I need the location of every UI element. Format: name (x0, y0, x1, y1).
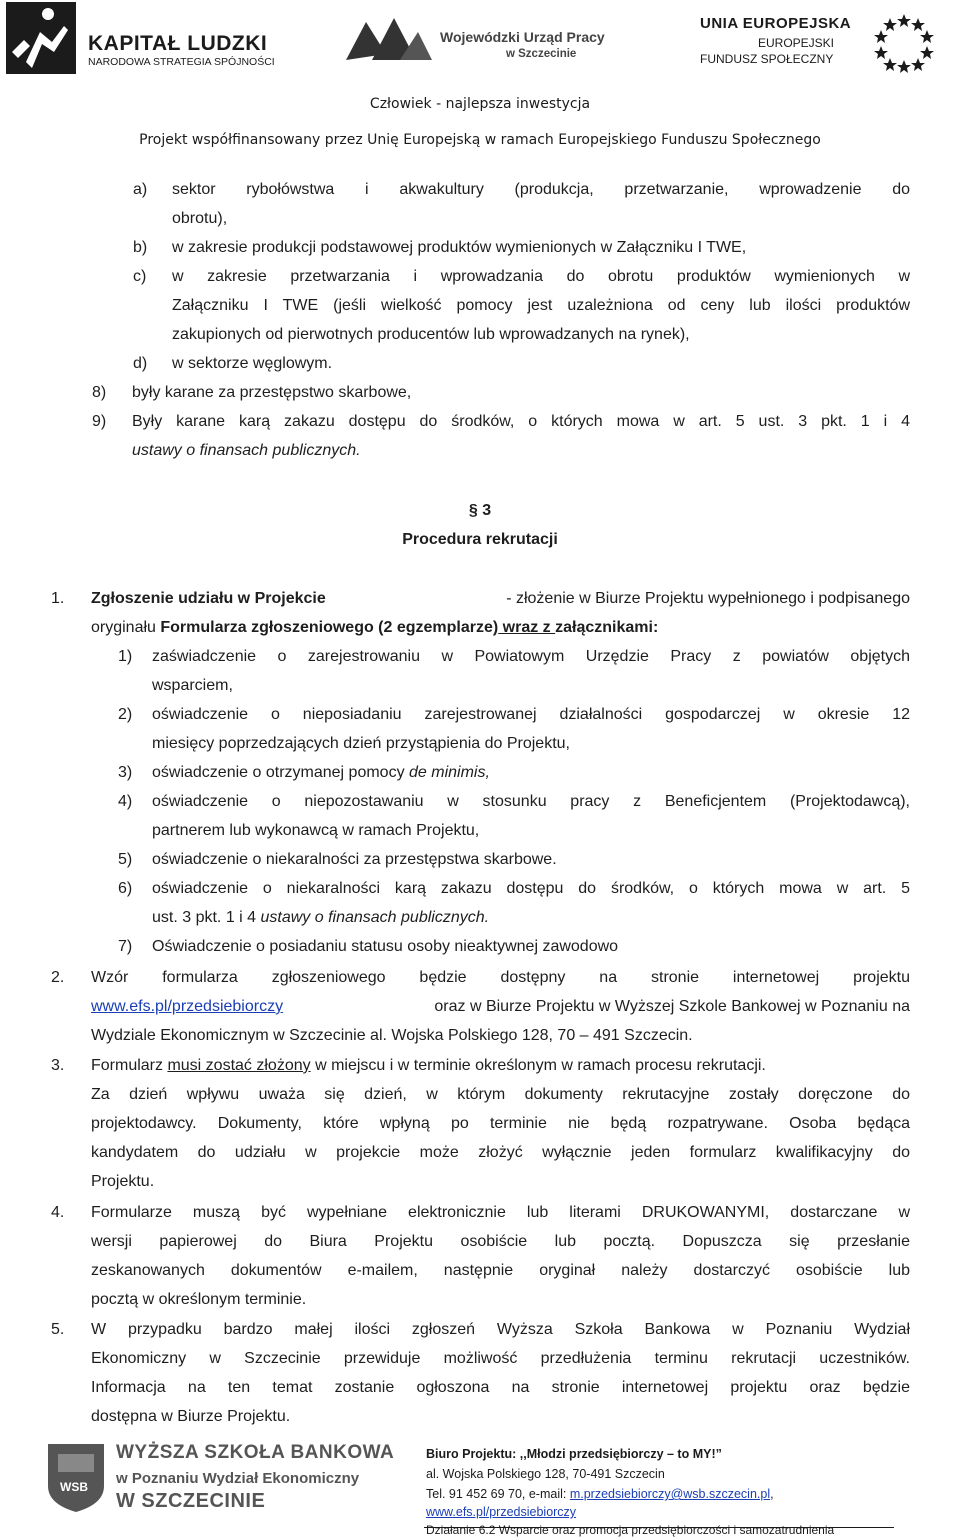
p5-line1: W przypadku bardzo małej ilości zgłoszeń Wyższa Szkoła Bankowa w Poznaniu Wydział (91, 1321, 910, 1338)
item-8-marker: 8) (92, 384, 107, 401)
section-number: § 3 (468, 502, 492, 519)
kapital-ludzki-logo (6, 2, 286, 74)
sublist-item-c-line3: zakupionych od pierwotnych producentów lub wprowadzanych na rynek), (172, 326, 690, 343)
wsb-logo (44, 1436, 395, 1522)
attachment-1-line1: zaświadczenie o zarejestrowaniu w Powiatowym Urzędzie Pracy z powiatów objętych (152, 648, 910, 665)
p1-with-underlined: wraz z (498, 619, 556, 636)
wsb-name-line3: W SZCZECINIE (116, 1490, 266, 1512)
footer-email-suffix: , (770, 1487, 774, 1501)
sublist-item-d-line1: w sektorze węglowym. (172, 355, 333, 372)
wsb-emblem-letters: WSB (60, 1480, 88, 1494)
footer-website-link[interactable]: www.efs.pl/przedsiebiorczy (426, 1505, 577, 1519)
cofinancing-note: Projekt współfinansowany przez Unię Europejską w ramach Europejskiego Funduszu Społecznego (139, 132, 821, 148)
footer-contact (426, 1486, 774, 1502)
attachment-6-italic: ustawy o finansach publicznych. (260, 909, 490, 926)
header-tagline: Człowiek - najlepsza inwestycja (369, 96, 591, 112)
attachment-6-marker: 6) (118, 880, 133, 897)
p1-line2 (91, 618, 658, 638)
attachment-1-marker: 1) (118, 648, 133, 665)
footer-website (426, 1504, 576, 1520)
wup-subtitle: w Szczecinie (506, 48, 577, 60)
p3-underlined: musi zostać złożony (167, 1057, 311, 1074)
attachment-3-italic: de minimis, (409, 764, 490, 781)
page-header (0, 0, 960, 80)
attachment-5-line1: oświadczenie o niekaralności za przestępstwa skarbowe. (152, 851, 557, 868)
p4-line2: wersji papierowej do Biura Projektu osobiście lub pocztą. Dopuszcza się przesłanie (91, 1233, 910, 1250)
sublist-marker-c: c) (133, 268, 147, 285)
p4-line1: Formularze muszą być wypełniane elektronicznie lub literami DRUKOWANYMI, dostarczane w (91, 1204, 910, 1221)
sublist-marker-a: a) (133, 181, 148, 198)
attachment-3-text: oświadczenie o otrzymanej pomocy (152, 764, 410, 781)
p3-line3: projektodawcy. Dokumenty, które wpłyną po terminie nie będą rozpatrywane. Osoba będąca (91, 1115, 910, 1132)
p4-marker: 4. (51, 1204, 65, 1221)
kapital-ludzki-subtitle: NARODOWA STRATEGIA SPÓJNOŚCI (88, 56, 275, 68)
p3-line1-b: w miejscu i w terminie określonym w ramach procesu rekrutacji. (310, 1057, 766, 1074)
p1-form-name: Formularza zgłoszeniowego (2 egzemplarze) (160, 619, 499, 636)
wup-title: Wojewódzki Urząd Pracy (440, 29, 605, 45)
sublist-item-b-line1: w zakresie produkcji podstawowej produktów wymienionych w Załączniku I TWE, (172, 239, 747, 256)
item-9-line2: ustawy o finansach publicznych. (132, 442, 361, 459)
wup-emblem-icon (342, 14, 434, 66)
p2-line1: Wzór formularza zgłoszeniowego będzie dostępny na stronie internetowej projektu (91, 969, 910, 986)
eu-logo (700, 10, 950, 76)
p1-line1 (91, 589, 910, 609)
attachment-6-line1: oświadczenie o niekaralności karą zakazu dostępu do środków, o których mowa w art. 5 (152, 880, 910, 897)
sublist-item-a-line1: sektor rybołówstwa i akwakultury (produkcja, przetwarzanie, wprowadzenie do (172, 181, 910, 198)
footer-action: Działanie 6.2 Wsparcie oraz promocja przedsiębiorczości i samozatrudnienia (426, 1523, 835, 1537)
wsb-name-line1: WYŻSZA SZKOŁA BANKOWA (116, 1442, 395, 1463)
attachment-4-line1: oświadczenie o niepozostawaniu w stosunku pracy z Beneficjentem (Projektodawcą), (152, 793, 910, 810)
wup-logo (342, 14, 612, 72)
p1-line1-rest: - złożenie w Biurze Projektu wypełnionego i podpisanego (506, 590, 910, 607)
p3-line1 (91, 1056, 766, 1076)
footer-office-label: Biuro Projektu: ,,Młodzi przedsiębiorczy – to MY!” (426, 1447, 722, 1461)
p5-line2: Ekonomiczny w Szczecinie przewiduje możliwość przedłużenia terminu rekrutacji uczestników. (91, 1350, 910, 1367)
item-9-marker: 9) (92, 413, 107, 430)
attachment-2-line2: miesięcy poprzedzających dzień przystąpienia do Projektu, (152, 735, 570, 752)
footer-address: al. Wojska Polskiego 128, 70-491 Szczecin (426, 1467, 665, 1481)
footer-email-link[interactable]: m.przedsiebiorczy@wsb.szczecin.pl (569, 1487, 771, 1501)
page-footer (0, 1432, 960, 1538)
attachment-1-line2: wsparciem, (152, 677, 233, 694)
p2-line2 (91, 997, 910, 1017)
attachment-6-line2-text: ust. 3 pkt. 1 i 4 (152, 909, 261, 926)
attachment-3-line1 (152, 763, 490, 783)
wsb-emblem-icon (44, 1442, 108, 1514)
footer-phone: Tel. 91 452 69 70, e-mail: (426, 1487, 570, 1501)
attachment-3-marker: 3) (118, 764, 133, 781)
eu-fund-line1: EUROPEJSKI (758, 36, 835, 50)
p2-line2-rest: oraz w Biurze Projektu w Wyższej Szkole Bankowej w Poznaniu na (434, 998, 910, 1015)
kapital-ludzki-title: KAPITAŁ LUDZKI (88, 32, 268, 55)
sublist-marker-d: d) (133, 355, 148, 372)
sublist-marker-b: b) (133, 239, 148, 256)
kapital-ludzki-emblem-icon (6, 2, 76, 74)
p2-line3: Wydziale Ekonomicznym w Szczecinie al. Wojska Polskiego 128, 70 – 491 Szczecin. (91, 1027, 693, 1044)
p3-line4: kandydatem do udziału w projekcie może złożyć wyłącznie jeden formularz kwalifikacyjny do (91, 1144, 910, 1161)
p4-line4: pocztą w określonym terminie. (91, 1291, 307, 1308)
p1-attachments-label: załącznikami: (555, 619, 659, 636)
section-title: Procedura rekrutacji (402, 531, 558, 548)
p5-marker: 5. (51, 1321, 65, 1338)
sublist-item-c-line1: w zakresie przetwarzania i wprowadzania do obrotu produktów wymienionych w (172, 268, 910, 285)
eu-title: UNIA EUROPEJSKA (700, 15, 852, 32)
attachment-7-line1: Oświadczenie o posiadaniu statusu osoby nieaktywnej zawodowo (152, 938, 619, 955)
p3-line1-a: Formularz (91, 1057, 168, 1074)
p3-marker: 3. (51, 1057, 65, 1074)
item-9-line1: Były karane karą zakazu dostępu do środków, o których mowa w art. 5 ust. 3 pkt. 1 i 4 (132, 413, 910, 430)
project-website-link[interactable]: www.efs.pl/przedsiebiorczy (91, 998, 284, 1015)
attachment-2-line1: oświadczenie o nieposiadaniu zarejestrowanej działalności gospodarczej w okresie 12 (152, 706, 910, 723)
attachment-2-marker: 2) (118, 706, 133, 723)
attachment-4-line2: partnerem lub wykonawcą w ramach Projektu, (152, 822, 480, 839)
p5-line4: dostępna w Biurze Projektu. (91, 1408, 291, 1425)
attachment-6-line2 (152, 908, 489, 928)
attachment-5-marker: 5) (118, 851, 133, 868)
attachment-4-marker: 4) (118, 793, 133, 810)
attachment-7-marker: 7) (118, 938, 133, 955)
wsb-name-line2: w Poznaniu Wydział Ekonomiczny (116, 1470, 360, 1487)
p3-line5: Projektu. (91, 1173, 155, 1190)
sublist-item-a-line2: obrotu), (172, 210, 228, 227)
eu-stars-flag-icon (872, 10, 936, 74)
sublist-item-c-line2: Załączniku I TWE (jeśli wielkość pomocy jest uzależniona od ceny lub ilości produktów (172, 297, 910, 314)
p1-line2-plain: oryginału (91, 619, 161, 636)
p1-marker: 1. (51, 590, 65, 607)
p4-line3: zeskanowanych dokumentów e-mailem, następnie oryginał należy dostarczyć osobiście lub (91, 1262, 910, 1279)
p3-line2: Za dzień wpływu uważa się dzień, w którym dokumenty rekrutacyjne zostały doręczone do (91, 1086, 910, 1103)
p5-line3: Informacja na ten temat zostanie ogłoszona na stronie internetowej projektu oraz będzie (91, 1379, 910, 1396)
p2-marker: 2. (51, 969, 65, 986)
p1-bold-lead: Zgłoszenie udziału w Projekcie (91, 590, 326, 607)
eu-fund-line2: FUNDUSZ SPOŁECZNY (700, 52, 834, 66)
item-8-text: były karane za przestępstwo skarbowe, (132, 384, 412, 401)
